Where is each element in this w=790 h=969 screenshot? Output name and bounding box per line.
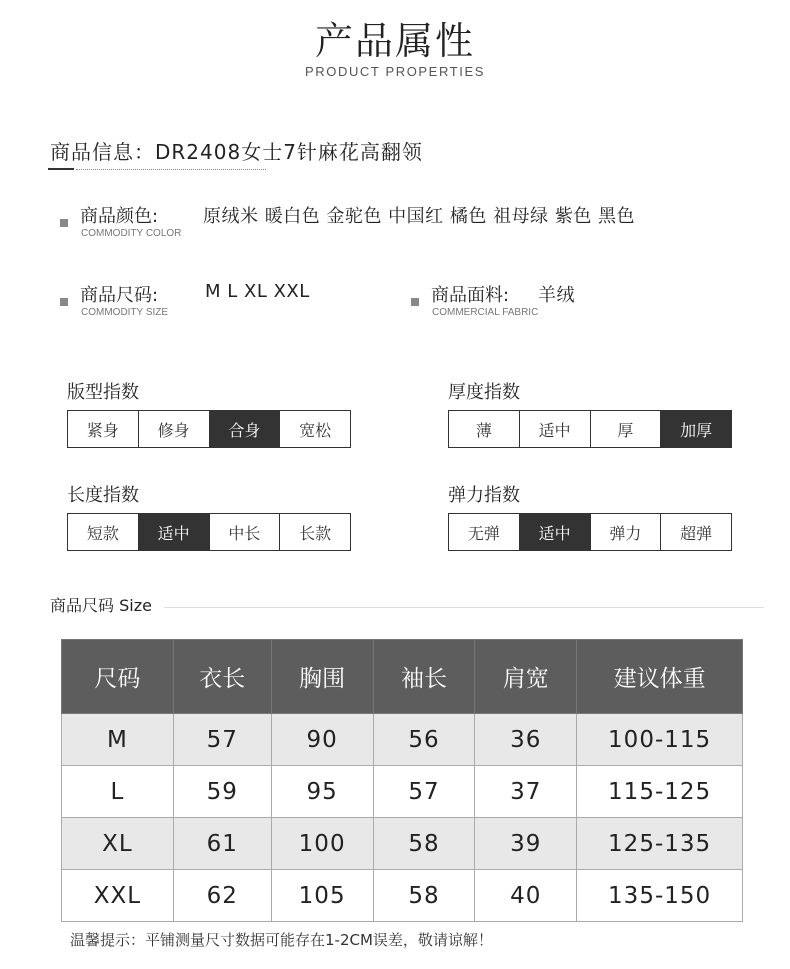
table-header-cell: 建议体重 bbox=[577, 640, 743, 714]
length-option: 长款 bbox=[280, 514, 350, 550]
elasticity-option: 弹力 bbox=[591, 514, 662, 550]
fit-option: 紧身 bbox=[68, 411, 139, 447]
thickness-option: 薄 bbox=[449, 411, 520, 447]
size-chart-rule bbox=[164, 607, 764, 608]
fabric-label-en: COMMERCIAL FABRIC bbox=[432, 307, 539, 318]
table-cell: 57 bbox=[173, 714, 271, 766]
info-underline bbox=[48, 168, 74, 170]
table-cell: 58 bbox=[373, 818, 475, 870]
table-cell: 95 bbox=[271, 766, 373, 818]
elasticity-option: 无弹 bbox=[449, 514, 520, 550]
table-cell: 58 bbox=[373, 870, 475, 922]
table-cell: 62 bbox=[173, 870, 271, 922]
table-cell: 40 bbox=[475, 870, 577, 922]
table-cell: 56 bbox=[373, 714, 475, 766]
elasticity-scale bbox=[448, 513, 732, 551]
size-table bbox=[61, 639, 743, 922]
size-value: M L XL XXL bbox=[205, 281, 310, 302]
length-option: 适中 bbox=[139, 514, 210, 550]
bullet-icon bbox=[60, 219, 68, 227]
elasticity-option: 超弹 bbox=[661, 514, 731, 550]
fit-option: 合身 bbox=[210, 411, 281, 447]
thickness-option: 加厚 bbox=[661, 411, 731, 447]
table-row bbox=[62, 870, 743, 922]
table-header-cell: 肩宽 bbox=[475, 640, 577, 714]
length-option: 中长 bbox=[210, 514, 281, 550]
table-cell: XL bbox=[62, 818, 174, 870]
table-header-cell: 胸围 bbox=[271, 640, 373, 714]
product-info-label: 商品信息： bbox=[50, 140, 155, 164]
table-row bbox=[62, 766, 743, 818]
fit-scale-title: 版型指数 bbox=[67, 382, 139, 403]
table-cell: 57 bbox=[373, 766, 475, 818]
fabric-label: 商品面料: bbox=[431, 285, 510, 306]
size-chart-label: 商品尺码 Size bbox=[50, 596, 152, 615]
table-header-cell: 袖长 bbox=[373, 640, 475, 714]
table-cell: 115-125 bbox=[577, 766, 743, 818]
page-subtitle: PRODUCT PROPERTIES bbox=[304, 64, 485, 79]
bullet-icon bbox=[60, 298, 68, 306]
color-value: 原绒米 暖白色 金驼色 中国红 橘色 祖母绿 紫色 黑色 bbox=[203, 206, 636, 227]
table-cell: 61 bbox=[173, 818, 271, 870]
elasticity-option: 适中 bbox=[520, 514, 591, 550]
product-info bbox=[50, 136, 423, 165]
length-scale-title: 长度指数 bbox=[67, 485, 139, 506]
size-label: 商品尺码: bbox=[80, 285, 159, 306]
table-row bbox=[62, 714, 743, 766]
fabric-value: 羊绒 bbox=[538, 285, 575, 306]
table-cell: 105 bbox=[271, 870, 373, 922]
table-cell: 135-150 bbox=[577, 870, 743, 922]
table-cell: 125-135 bbox=[577, 818, 743, 870]
table-cell: 39 bbox=[475, 818, 577, 870]
thickness-option: 厚 bbox=[591, 411, 662, 447]
table-cell: 36 bbox=[475, 714, 577, 766]
length-option: 短款 bbox=[68, 514, 139, 550]
length-scale bbox=[67, 513, 351, 551]
fit-option: 修身 bbox=[139, 411, 210, 447]
measurement-note: 温馨提示：平铺测量尺寸数据可能存在1-2CM误差，敬请谅解！ bbox=[70, 931, 493, 949]
info-dotted-rule bbox=[76, 169, 266, 170]
color-label-en: COMMODITY COLOR bbox=[81, 228, 182, 239]
table-cell: L bbox=[62, 766, 174, 818]
table-cell: 90 bbox=[271, 714, 373, 766]
thickness-scale-title: 厚度指数 bbox=[448, 382, 520, 403]
bullet-icon bbox=[411, 298, 419, 306]
table-cell: 59 bbox=[173, 766, 271, 818]
product-info-value: DR2408女士7针麻花高翻领 bbox=[155, 140, 423, 164]
thickness-option: 适中 bbox=[520, 411, 591, 447]
thickness-scale bbox=[448, 410, 732, 448]
table-row bbox=[62, 818, 743, 870]
page-title: 产品属性 bbox=[314, 19, 475, 63]
table-header-row bbox=[62, 640, 743, 714]
table-header-cell: 衣长 bbox=[173, 640, 271, 714]
fit-scale bbox=[67, 410, 351, 448]
elasticity-scale-title: 弹力指数 bbox=[448, 485, 520, 506]
table-cell: M bbox=[62, 714, 174, 766]
size-label-en: COMMODITY SIZE bbox=[81, 307, 169, 318]
table-cell: XXL bbox=[62, 870, 174, 922]
table-cell: 37 bbox=[475, 766, 577, 818]
fit-option: 宽松 bbox=[280, 411, 350, 447]
table-cell: 100-115 bbox=[577, 714, 743, 766]
color-label: 商品颜色: bbox=[80, 206, 159, 227]
table-header-cell: 尺码 bbox=[62, 640, 174, 714]
table-cell: 100 bbox=[271, 818, 373, 870]
